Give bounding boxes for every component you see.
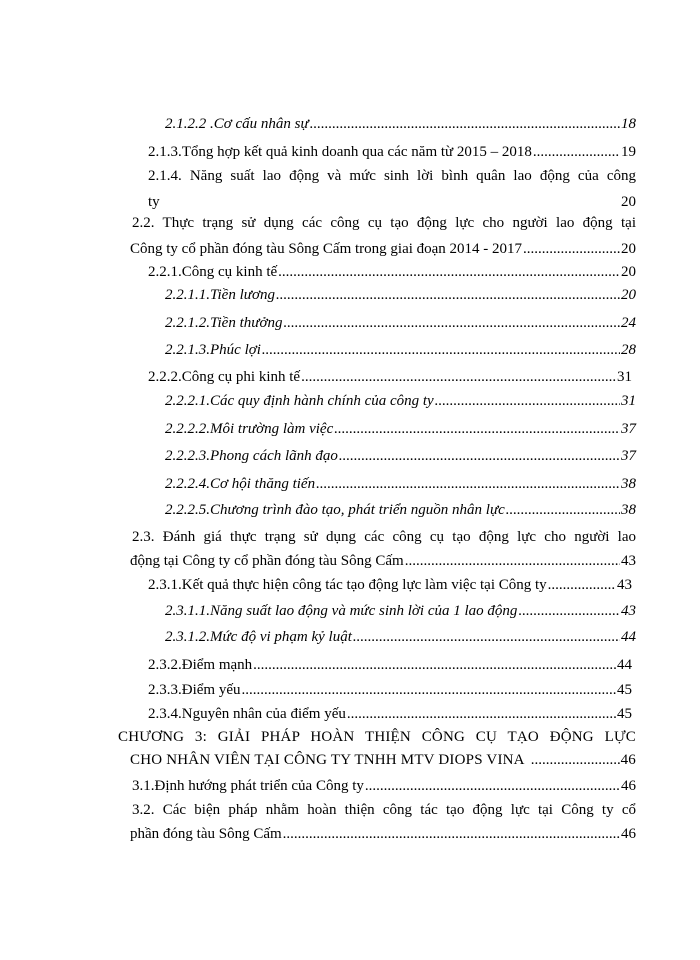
toc-page-number: 38 (621, 476, 636, 492)
toc-title: Điểm yếu (181, 682, 241, 698)
toc-title: Phúc lợi (210, 342, 261, 358)
toc-entry-2-3-2[interactable] (148, 655, 632, 675)
toc-title: Năng suất lao động và mức sinh lời của 1 lao động (210, 603, 518, 619)
toc-leader (548, 575, 616, 595)
toc-page-number: 20 (621, 287, 636, 303)
toc-leader (241, 680, 616, 700)
toc-title: Chương trình đào tạo, phát triển nguồn nhân lực (210, 502, 505, 518)
toc-title: Cơ hội thăng tiến (210, 476, 316, 492)
toc-entry-2-1-4[interactable] (148, 166, 636, 212)
toc-page-number: 20 (621, 241, 636, 257)
toc-number: 2.3.2. (148, 657, 182, 673)
toc-number: 2.2.2.5. (165, 502, 210, 518)
toc-entry-2-2[interactable] (130, 213, 636, 259)
toc-entry-2-3-1-1[interactable] (165, 601, 636, 621)
toc-number: 2.2.1. (148, 264, 182, 280)
toc-title-line1: 2.2. Thực trạng sử dụng các công cụ tạo động lực cho người lao động tại (132, 215, 636, 231)
toc-number: 2.3.1. (148, 577, 182, 593)
toc-entry-2-3-4[interactable] (148, 704, 632, 724)
toc-entry-2-3-3[interactable] (148, 680, 632, 700)
toc-title-line1: 2.3. Đánh giá thực trạng sử dụng các công cụ tạo động lực cho người lao (132, 529, 636, 545)
toc-page-number: 37 (621, 421, 636, 437)
toc-page-number: 20 (621, 194, 636, 210)
toc-page-number: 43 (621, 603, 636, 619)
toc-entry-2-3-1[interactable] (148, 575, 632, 595)
toc-number: 2.3.4. (148, 706, 182, 722)
toc-title: Các quy định hành chính của công ty (210, 393, 434, 409)
toc-leader (253, 655, 616, 675)
toc-number: 3.1. (132, 778, 155, 794)
toc-number: 2.2.2.2. (165, 421, 210, 437)
toc-leader (334, 419, 620, 439)
toc-title: Công cụ phi kinh tế (181, 369, 301, 385)
toc-page-number: 18 (621, 116, 636, 132)
toc-page-number: 44 (617, 657, 632, 673)
toc-title-line2: Công ty cổ phần đóng tàu Sông Cấm trong giai đoạn 2014 - 2017 (130, 241, 523, 257)
toc-leader (518, 601, 620, 621)
toc-title: Tiền lương (210, 287, 275, 303)
toc-page-number: 20 (621, 264, 636, 280)
toc-page-number: 43 (617, 577, 632, 593)
toc-title-line2: phần đóng tàu Sông Cấm (130, 826, 282, 842)
toc-leader (531, 750, 620, 770)
toc-leader (523, 239, 620, 259)
toc-page-number: 24 (621, 315, 636, 331)
toc-title: Điểm mạnh (181, 657, 253, 673)
toc-page-number: 46 (621, 778, 636, 794)
toc-number: 2.2.2.1. (165, 393, 210, 409)
toc-page-number: 45 (617, 706, 632, 722)
toc-number: 2.2.1.2. (165, 315, 210, 331)
toc-title: Tổng hợp kết quả kinh doanh qua các năm từ 2015 – 2018 (181, 144, 532, 160)
toc-number: 2.2.2.4. (165, 476, 210, 492)
toc-entry-2-2-2-1[interactable] (165, 391, 636, 411)
toc-entry-chapter-3[interactable] (118, 727, 636, 770)
toc-number: 2.3.3. (148, 682, 182, 698)
toc-leader (262, 340, 620, 360)
toc-leader (347, 704, 616, 724)
toc-leader (310, 114, 620, 134)
toc-entry-2-2-1-1[interactable] (165, 285, 636, 305)
toc-number: 2.2.1.3. (165, 342, 210, 358)
toc-leader (276, 285, 620, 305)
toc-page-number: 43 (621, 553, 636, 569)
toc-number: 2.1.2.2 . (165, 116, 214, 132)
toc-title-line1: CHƯƠNG 3: GIẢI PHÁP HOÀN THIỆN CÔNG CỤ TẠO ĐỘNG LỰC (118, 729, 636, 745)
toc-title-line1: 2.1.4. Năng suất lao động và mức sinh lời bình quân lao động của công (148, 168, 636, 184)
toc-leader (301, 367, 616, 387)
toc-title: Môi trường làm việc (210, 421, 334, 437)
toc-entry-3-1[interactable] (132, 776, 636, 796)
toc-title-line2: CHO NHÂN VIÊN TẠI CÔNG TY TNHH MTV DIOPS VINA (130, 752, 525, 768)
toc-leader (506, 500, 620, 520)
toc-title: Nguyên nhân của điểm yếu (181, 706, 346, 722)
toc-page-number: 31 (621, 393, 636, 409)
toc-page-number: 38 (621, 502, 636, 518)
toc-entry-2-3-1-2[interactable] (165, 627, 636, 647)
toc-page-number: 46 (620, 752, 636, 768)
toc-entry-2-1-3[interactable] (148, 142, 636, 162)
toc-leader (435, 391, 620, 411)
toc-page-number: 46 (621, 826, 636, 842)
toc-entry-2-3[interactable] (130, 527, 636, 571)
toc-title-line2: ty (148, 194, 160, 210)
toc-title: Cơ cấu nhân sự (213, 116, 309, 132)
toc-page-number: 19 (621, 144, 636, 160)
toc-leader (405, 551, 620, 571)
toc-leader (339, 446, 620, 466)
toc-number: 2.2.2.3. (165, 448, 210, 464)
toc-entry-2-2-2[interactable] (148, 367, 632, 387)
toc-title: Tiền thưởng (210, 315, 283, 331)
toc-leader (278, 262, 620, 282)
toc-number: 2.2.1.1. (165, 287, 210, 303)
toc-number: 2.2.2. (148, 369, 182, 385)
toc-entry-2-2-1-2[interactable] (165, 313, 636, 333)
toc-title-line1: 3.2. Các biện pháp nhằm hoàn thiện công tác tạo động lực tại Công ty cổ (132, 802, 636, 818)
toc-title: Công cụ kinh tế (181, 264, 278, 280)
toc-page-number: 31 (617, 369, 632, 385)
toc-number: 2.3.1.1. (165, 603, 210, 619)
toc-leader (533, 142, 620, 162)
toc-number: 2.3.1.2. (165, 629, 210, 645)
toc-page-number: 44 (621, 629, 636, 645)
toc-number: 2.1.3. (148, 144, 182, 160)
toc-page-number: 37 (621, 448, 636, 464)
toc-leader (365, 776, 620, 796)
toc-entry-2-2-2-4[interactable] (165, 474, 636, 494)
toc-entry-2-2-1[interactable] (148, 262, 636, 282)
toc-leader (353, 627, 620, 647)
toc-entry-2-2-2-2[interactable] (165, 419, 636, 439)
toc-title: Phong cách lãnh đạo (210, 448, 338, 464)
toc-title-line2: động tại Công ty cổ phần đóng tàu Sông Cấm (130, 553, 404, 569)
toc-title: Kết quả thực hiện công tác tạo động lực làm việc tại Công ty (181, 577, 547, 593)
toc-page-number: 45 (617, 682, 632, 698)
toc-entry-2-1-2-2[interactable] (165, 114, 636, 134)
toc-title: Định hướng phát triển của Công ty (154, 778, 364, 794)
toc-entry-3-2[interactable] (130, 800, 636, 844)
toc-page-number: 28 (621, 342, 636, 358)
toc-entry-2-2-1-3[interactable] (165, 340, 636, 360)
toc-entry-2-2-2-3[interactable] (165, 446, 636, 466)
toc-leader (316, 474, 620, 494)
toc-entry-2-2-2-5[interactable] (165, 500, 636, 520)
toc-leader (283, 824, 620, 844)
toc-leader (283, 313, 620, 333)
toc-title: Mức độ vi phạm kỷ luật (210, 629, 352, 645)
